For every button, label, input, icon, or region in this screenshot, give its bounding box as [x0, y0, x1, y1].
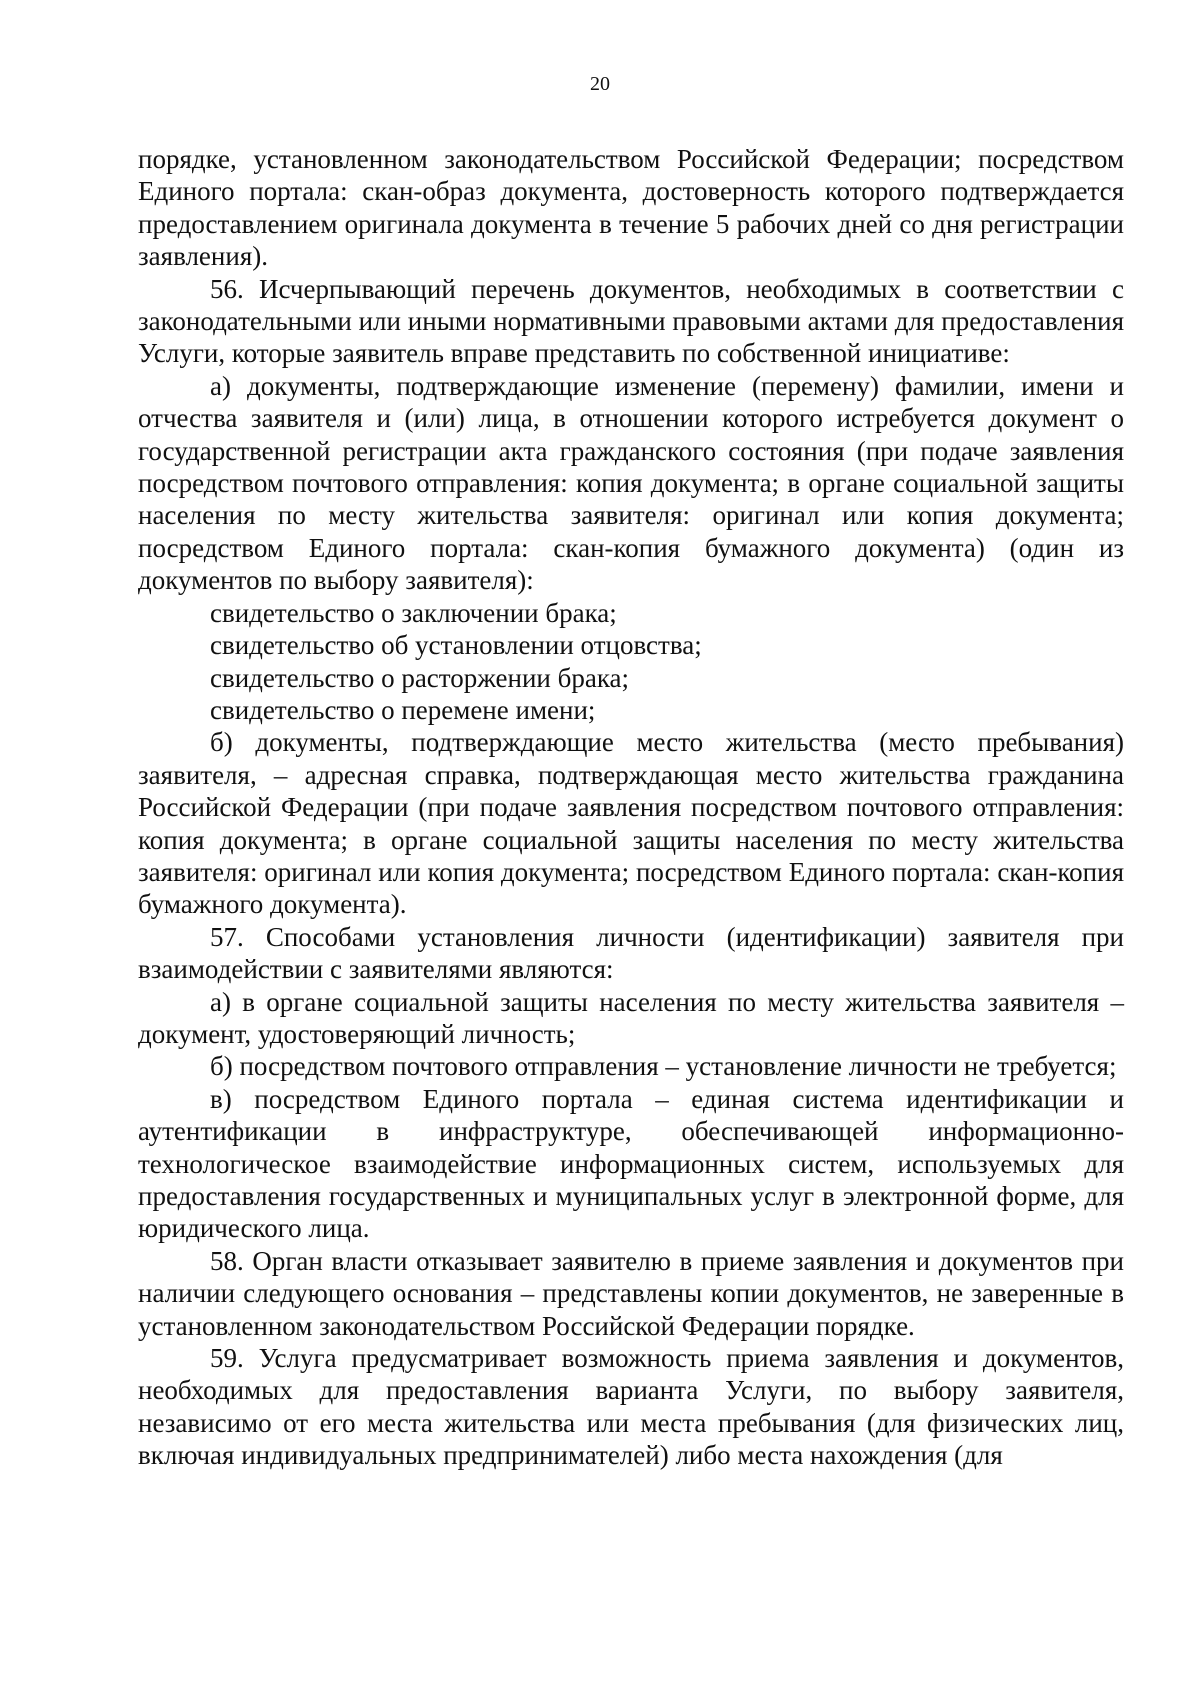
paragraph-57-c: в) посредством Единого портала – единая система идентификации и аутентификации в инфраструктуре, обеспечивающей информационно-технологическое взаимодействие информационных систем, используемых для предоставления государственных и муниципальных услуг в электронной форме, для юридического лица. — [138, 1083, 1124, 1244]
paragraph-56-b: б) документы, подтверждающие место жительства (место пребывания) заявителя, – адресная справка, подтверждающая место жительства гражданина Российской Федерации (при подаче заявления посредством почтового отправления: копия документа; в органе социальной защиты населения по месту жительства заявителя: оригинал или копия документа; посредством Единого портала: скан-копия бумажного документа). — [138, 727, 1124, 920]
list-item: свидетельство об установлении отцовства; — [210, 630, 702, 661]
list-item: свидетельство о заключении брака; — [210, 597, 617, 628]
paragraph-57: 57. Способами установления личности (идентификации) заявителя при взаимодействии с заявителями являются: — [138, 921, 1124, 985]
document-body — [138, 143, 1124, 1472]
list-item: свидетельство о перемене имени; — [210, 694, 596, 725]
paragraph-56-a: а) документы, подтверждающие изменение (перемену) фамилии, имени и отчества заявителя и (или) лица, в отношении которого истребуется документ о государственной регистрации акта гражданского состояния (при подаче заявления посредством почтового отправления: копия документа; в органе социальной защиты населения по месту жительства заявителя: оригинал или копия документа; посредством Единого портала: скан-копия бумажного документа) (один из документов по выбору заявителя): — [138, 370, 1124, 596]
paragraph-57-a: а) в органе социальной защиты населения по месту жительства заявителя – документ, удостоверяющий личность; — [138, 986, 1124, 1049]
paragraph-59: 59. Услуга предусматривает возможность приема заявления и документов, необходимых для предоставления варианта Услуги, по выбору заявителя, независимо от его места жительства или места пребывания (для физических лиц, включая индивидуальных предпринимателей) либо места нахождения (для — [138, 1343, 1124, 1471]
list-item: свидетельство о расторжении брака; — [210, 662, 630, 693]
paragraph-continuation: порядке, установленном законодательством Российской Федерации; посредством Единого портала: скан-образ документа, достоверность которого подтверждается предоставлением оригинала документа в течение 5 рабочих дней со дня регистрации заявления). — [138, 144, 1124, 272]
page-number: 20 — [590, 73, 610, 95]
paragraph-57-b: б) посредством почтового отправления – установление личности не требуется; — [210, 1051, 1117, 1082]
paragraph-56: 56. Исчерпывающий перечень документов, необходимых в соответствии с законодательными или иными нормативными правовыми актами для предоставления Услуги, которые заявитель вправе представить по собственной инициативе: — [138, 273, 1124, 369]
paragraph-58: 58. Орган власти отказывает заявителю в приеме заявления и документов при наличии следующего основания – представлены копии документов, не заверенные в установленном законодательством Российской Федерации порядке. — [138, 1245, 1124, 1341]
